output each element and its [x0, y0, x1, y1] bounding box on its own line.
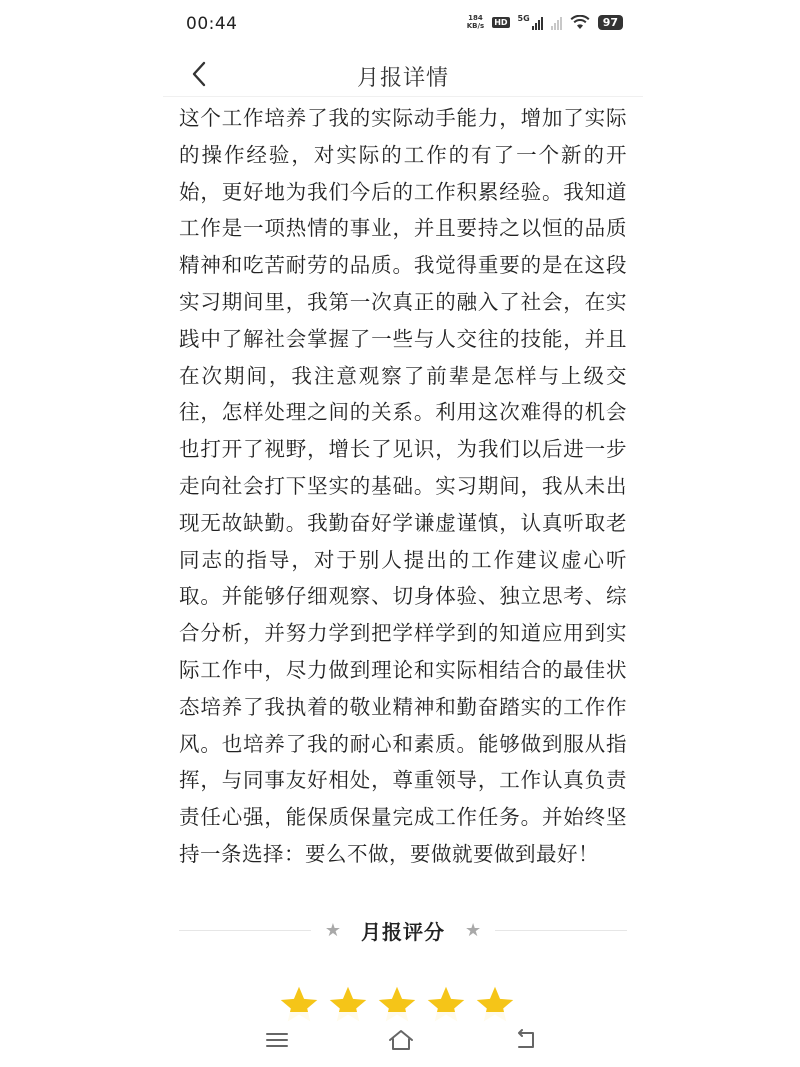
decor-star-icon-right: ★ — [465, 919, 482, 941]
hd-icon: HD — [494, 17, 508, 27]
page-title: 月报详情 — [356, 66, 449, 91]
menu-icon — [265, 1030, 289, 1050]
status-time: 00:44 — [186, 14, 238, 34]
signal-5g-icon — [518, 14, 543, 30]
nav-menu-button[interactable] — [259, 1026, 295, 1054]
decor-star-icon-left: ★ — [324, 919, 341, 941]
status-icons — [467, 14, 623, 30]
nav-home-button[interactable] — [383, 1026, 419, 1054]
network-speed-value: 184 — [468, 14, 483, 22]
header-bar — [163, 52, 643, 97]
signal-5g-label: 5G — [517, 14, 530, 23]
wifi-icon — [570, 15, 590, 30]
nav-back-button[interactable] — [508, 1026, 544, 1054]
home-icon — [387, 1028, 415, 1052]
status-bar — [163, 0, 643, 52]
rating-header — [179, 912, 627, 948]
back-arrow-icon — [513, 1029, 539, 1051]
network-speed-unit: KB/s — [466, 22, 485, 30]
rating-title: 月报评分 — [361, 919, 445, 944]
signal-secondary-icon — [551, 14, 562, 30]
battery-icon: 97 — [598, 15, 623, 30]
report-content: 这个工作培养了我的实际动手能力，增加了实际的操作经验，对实际的工作的有了一个新的开始，更好地为我们今后的工作积累经验。我知道工作是一项热情的事业，并且要持之以恒的品质精神和吃苦耐劳的品质。我觉得重要的是在这段实习期间里，我第一次真正的融入了社会，在实践中了解社会掌握了一些与人交往的技能，并且在次期间，我注意观察了前辈是怎样与上级交往，怎样处理之间的关系。利用这次难得的机会也打开了视野，增长了见识，为我们以后进一步走向社会打下坚实的基础。实习期间，我从未出现无故缺勤。我勤奋好学谦虚谨慎，认真听取老同志的指导，对于别人提出的工作建议虚心听取。并能够仔细观察、切身体验、独立思考、综合分析，并努力学到把学样学到的知道应用到实际工作中，尽力做到理论和实际相结合的最佳状态培养了我执着的敬业精神和勤奋踏实的工作作风。也培养了我的耐心和素质。能够做到服从指挥，与同事友好相处，尊重领导，工作认真负责责任心强，能保质保量完成工作任务。并始终坚持一条选择：要么不做，要做就要做到最好！ — [179, 106, 627, 866]
system-nav-bar — [163, 1012, 643, 1067]
divider-left — [179, 930, 311, 931]
network-speed — [467, 14, 484, 30]
phone-screen — [163, 0, 643, 1067]
divider-right — [495, 930, 627, 931]
